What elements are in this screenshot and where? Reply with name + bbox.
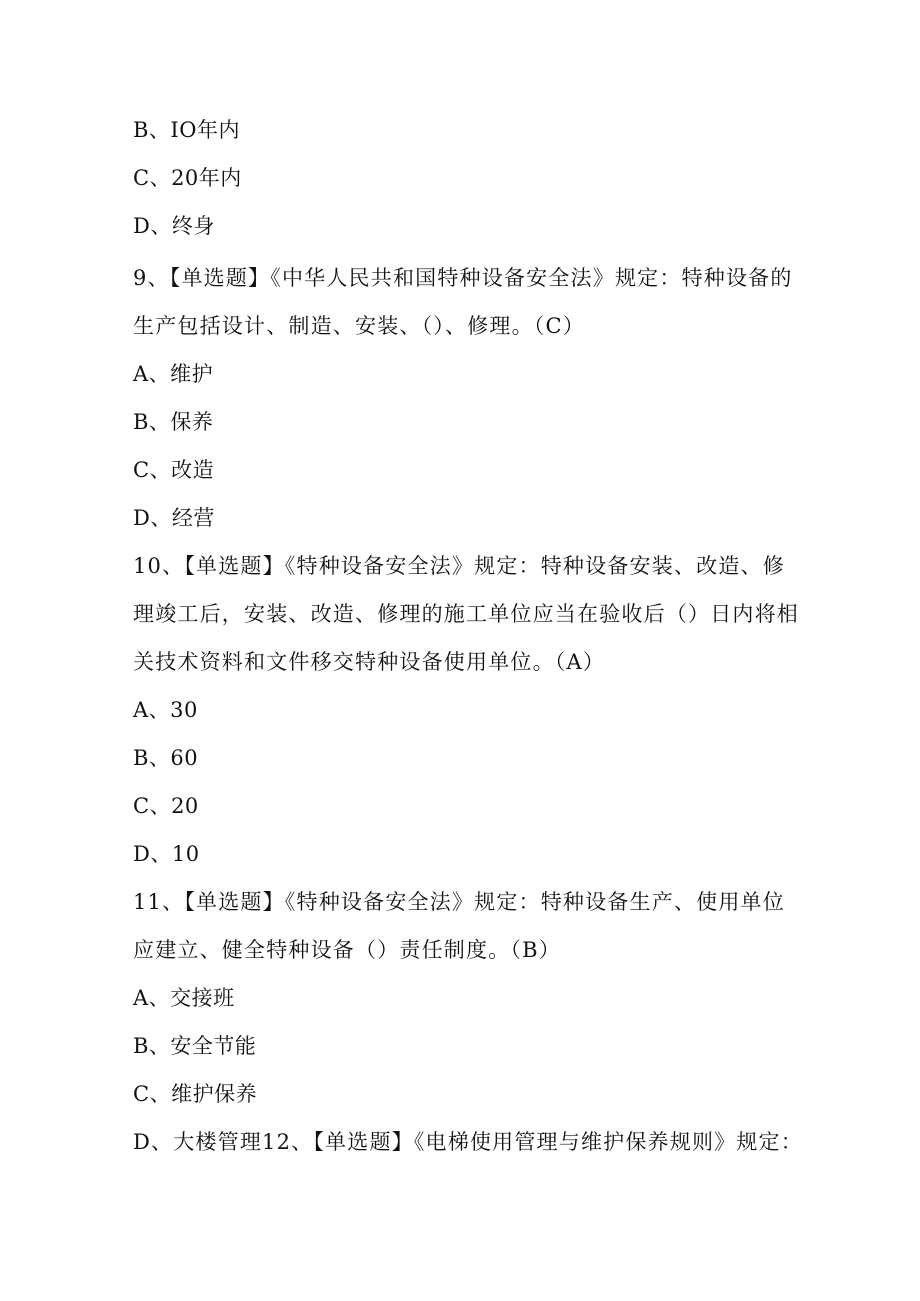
option-line: A、30 [133, 698, 198, 722]
question-line: 生产包括设计、制造、安装、（）、修理。（C） [133, 314, 585, 338]
option-line: C、改造 [133, 458, 215, 482]
question-line: 理竣工后，安装、改造、修理的施工单位应当在验收后（）日内将相 [133, 602, 799, 626]
question-line: 关技术资料和文件移交特种设备使用单位。（A） [133, 650, 606, 674]
option-line: A、交接班 [133, 986, 235, 1010]
option-line: D、10 [133, 842, 200, 866]
option-line: B、保养 [133, 410, 214, 434]
option-line: C、20年内 [133, 166, 242, 190]
option-line: B、安全节能 [133, 1034, 257, 1058]
option-line: D、经营 [133, 506, 215, 530]
question-line: 10、【单选题】《特种设备安全法》规定：特种设备安装、改造、修 [133, 554, 785, 578]
question-line: 应建立、健全特种设备（）责任制度。（B） [133, 938, 561, 962]
option-line: C、维护保养 [133, 1082, 258, 1106]
question-line: 11、【单选题】《特种设备安全法》规定：特种设备生产、使用单位 [133, 890, 785, 914]
question-line: 9、【单选题】《中华人民共和国特种设备安全法》规定：特种设备的 [133, 266, 793, 290]
option-line: B、IO年内 [133, 118, 240, 142]
option-line: A、维护 [133, 362, 214, 386]
option-line: B、60 [133, 746, 199, 770]
question-line: D、大楼管理12、【单选题】《电梯使用管理与维护保养规则》规定： [133, 1130, 803, 1154]
option-line: D、终身 [133, 214, 215, 238]
option-line: C、20 [133, 794, 199, 818]
